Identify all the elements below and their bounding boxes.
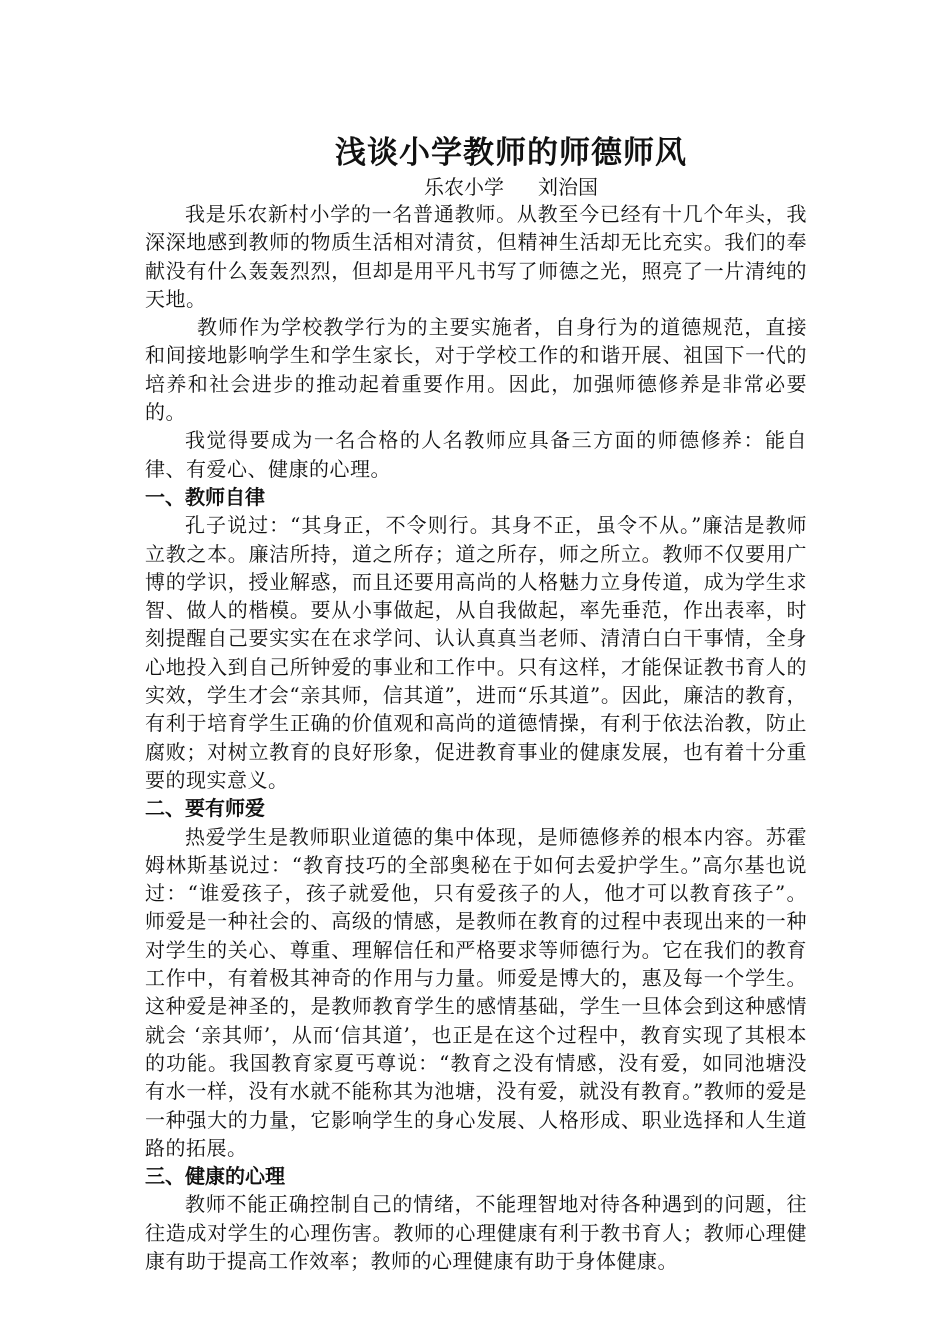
school-name: 乐农小学 (424, 175, 504, 199)
section-heading: 二、要有师爱 (145, 796, 265, 821)
section-paragraph: 教师不能正确控制自己的情绪，不能理智地对待各种遇到的问题，往往造成对学生的心理伤害。教师的心理健康有利于教书育人；教师心理健康有助于提高工作效率；教师的心理健康有助于身体健康。 (145, 1192, 807, 1273)
author-name: 刘治国 (538, 175, 598, 199)
section-heading: 一、教师自律 (145, 484, 265, 509)
intro-paragraph: 教师作为学校教学行为的主要实施者，自身行为的道德规范，直接和间接地影响学生和学生家长，对于学校工作的和谐开展、祖国下一代的培养和社会进步的推动起着重要作用。因此，加强师德修养是非常必要的。 (145, 315, 807, 425)
section-mental-health (145, 1162, 807, 1275)
section-paragraph: 孔子说过：“其身正，不令则行。其身不正，虽令不从。”廉洁是教师立教之本。廉洁所持，道之所存；道之所存，师之所立。教师不仅要用广博的学识，授业解惑，而且还要用高尚的人格魅力立身传道，成为学生求智、做人的楷模。要从小事做起，从自我做起，率先垂范，作出表率，时刻提醒自己要实实在在求学问、认认真真当老师、清清白白干事情，全身心地投入到自己所钟爱的事业和工作中。只有这样，才能保证教书育人的实效，学生才会“亲其师，信其道”，进而“乐其道”。因此，廉洁的教育，有利于培育学生正确的价值观和高尚的道德情操，有利于依法治教，防止腐败；对树立教育的良好形象，促进教育事业的健康发展，也有着十分重要的现实意义。 (145, 513, 807, 792)
section-paragraph: 热爱学生是教师职业道德的集中体现，是师德修养的根本内容。苏霍姆林斯基说过：“教育技巧的全部奥秘在于如何去爱护学生。”高尔基也说过：“谁爱孩子，孩子就爱他，只有爱孩子的人，他才可以教育孩子”。 师爱是一种社会的、高级的情感，是教师在教育的过程中表现出来的一种对学生的关心、尊重、理解信任和严格要求等师德行为。它在我们的教育工作中，有着极其神奇的作用与力量。师爱是博大的，惠及每一个学生。这种爱是神圣的，是教师教育学生的感情基础，学生一旦体会到这种感情就会 ‘亲其师’，从而‘信其道’，也正是在这个过程中，教育实现了其根本的功能。我国教育家夏丐尊说：“教育之没有情感，没有爱，如同池塘没有水一样，没有水就不能称其为池塘，没有爱，就没有教育。”教师的爱是一种强大的力量，它影响学生的身心发展、人格形成、职业选择和人生道路的拓展。 (145, 824, 807, 1160)
page-title: 浅谈小学教师的师德师风 (335, 135, 687, 171)
intro-paragraph: 我是乐农新村小学的一名普通教师。从教至今已经有十几个年头，我深深地感到教师的物质生活相对清贫，但精神生活却无比充实。我们的奉献没有什么轰轰烈烈，但却是用平凡书写了师德之光，照亮了一片清纯的天地。 (145, 202, 807, 311)
intro-paragraph: 我觉得要成为一名合格的人名教师应具备三方面的师德修养：能自律、有爱心、健康的心理。 (145, 428, 807, 481)
document-body (145, 132, 807, 1275)
section-self-discipline (145, 483, 807, 794)
section-heading: 三、健康的心理 (145, 1164, 285, 1189)
byline (145, 174, 807, 200)
section-teacher-love (145, 794, 807, 1162)
